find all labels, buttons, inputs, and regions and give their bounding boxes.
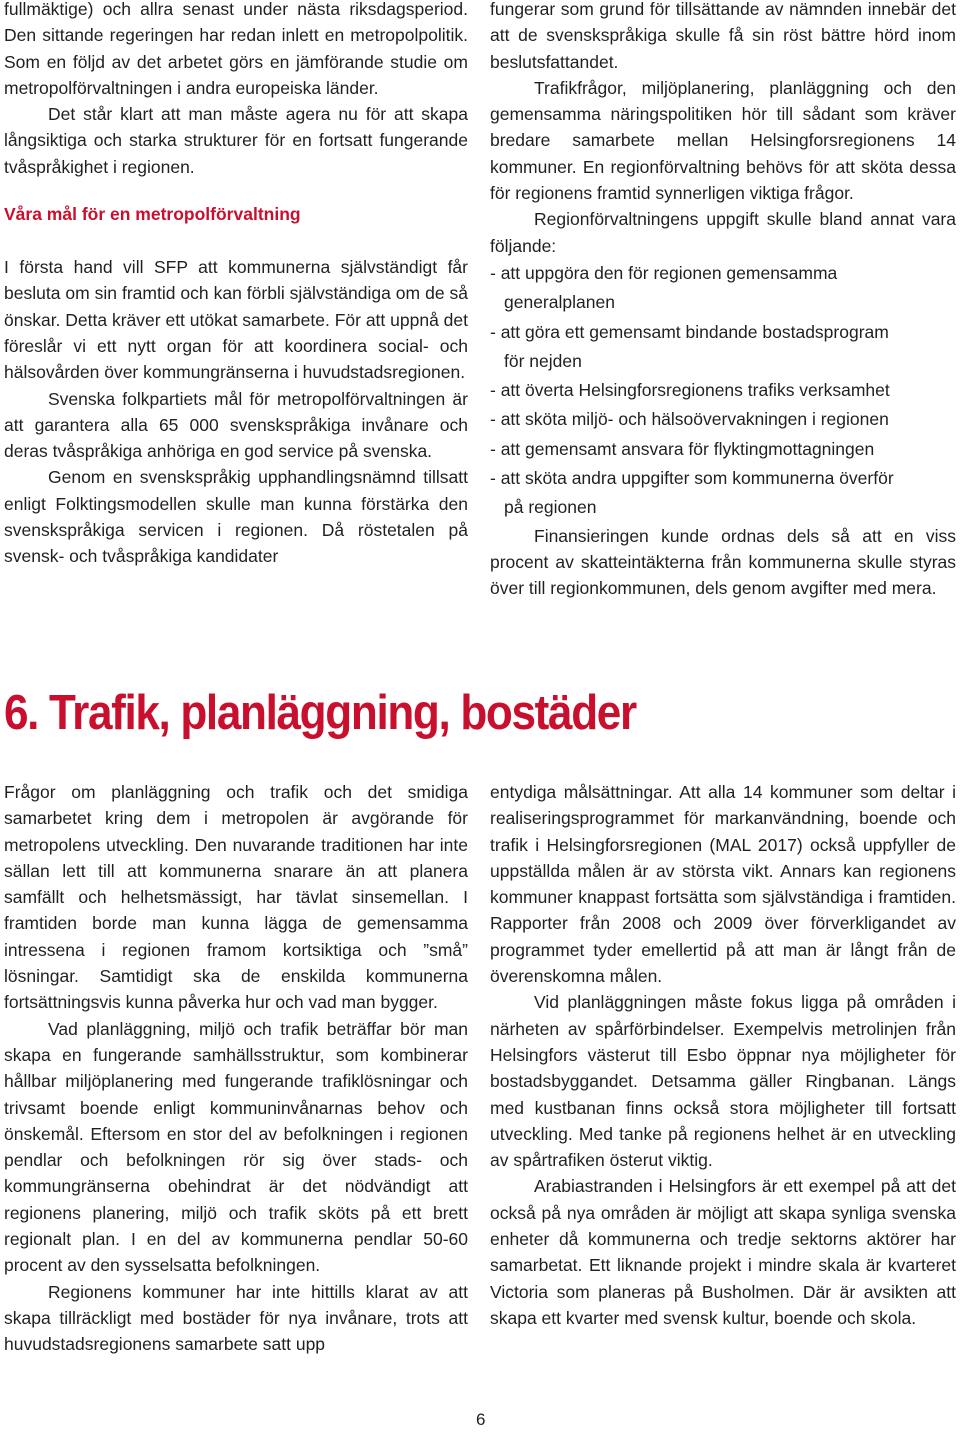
paragraph: Frågor om planläggning och trafik och det smidiga samarbetet kring dem i metropolen är avgörande för metropolens utveckling. Den nuvarande traditionen har inte sällan lett till att kommunerna snarare än att planera samfällt och helhetsmässigt, har tävlat sinsemellan. I framtiden borde man kunna lägga de gemensamma intressena i regionen framom kortsiktiga och ”små” lösningar. Samtidigt ska de enskilda kommunerna fortsättningsvis kunna påverka hur och vad man bygger. bbox=[4, 782, 468, 1013]
paragraph: entydiga målsättningar. Att alla 14 kommuner som deltar i realiseringsprogrammet för markanvändning, boende och trafik i Helsingforsregionen (MAL 2017) också uppfyller de uppställda målen är av största vikt. Annars kan regionens kommuner knappast fortsätta som självständiga i framtiden. Rapporter från 2008 och 2009 över förverkligandet av programmet tyder emellertid på att man är långt från de överenskomna målen. bbox=[490, 782, 956, 987]
lower-right-column bbox=[490, 779, 956, 1331]
paragraph: fullmäktige) och allra senast under nästa riksdagsperiod. Den sittande regeringen har redan inlett en metropolpolitik. Som en följd av det arbetet görs en jämförande studie om metropolförvaltningen i andra europeiska länder. bbox=[4, 0, 468, 98]
paragraph: Trafikfrågor, miljöplanering, planläggning och den gemensamma näringspolitiken hör till sådant som kräver bredare samarbete mellan Helsingforsregionens 14 kommuner. En regionförvaltning behövs för att sköta dessa för regionens framtid synnerligen viktiga frågor. bbox=[490, 77, 956, 204]
paragraph: Vad planläggning, miljö och trafik beträffar bör man skapa en fungerande samhällsstruktur, som kombinerar hållbar miljöplanering med fungerande trafiklösningar och trivsamt boende enligt kommuninvånarnas behov och önskemål. Eftersom en stor del av befolkningen i regionen pendlar och befolkningen rör sig över stads- och kommungränserna obehindrat är det nödvändigt att regionens planering, miljö och trafik sköts på ett brett regionalt plan. I en del av kommunerna pendlar 50-60 procent av den sysselsatta befolkningen. bbox=[4, 1018, 468, 1276]
upper-left-column bbox=[4, 0, 468, 570]
list-item: - att överta Helsingforsregionens trafiks verksamhet bbox=[490, 380, 890, 401]
paragraph: Arabiastranden i Helsingfors är ett exempel på att det också på nya områden är möjligt att skapa synliga svenska enheter då kommunerna och tredje sektorns aktörer har samarbetat. Ett liknande projekt i mindre skala är kvarteret Victoria som planeras på Busholmen. Där är avsikten att skapa ett kvarter med svensk kultur, boende och skola. bbox=[490, 1176, 956, 1328]
list-item: - att göra ett gemensamt bindande bostadsprogram för nejden bbox=[490, 321, 889, 371]
paragraph: Genom en svenskspråkig upphandlingsnämnd tillsatt enligt Folktingsmodellen skulle man kunna förstärka den svenskspråkiga servicen i regionen. Då röstetalen på svensk- och tvåspråkiga kandidater bbox=[4, 467, 468, 567]
paragraph: Svenska folkpartiets mål för metropolförvaltningen är att garantera alla 65 000 svenskspråkiga invånare och deras tvåspråkiga anhöriga en god service på svenska. bbox=[4, 388, 468, 462]
subheading: Våra mål för en metropolförvaltning bbox=[4, 204, 301, 225]
paragraph: Vid planläggningen måste fokus ligga på områden i närheten av spårförbindelser. Exempelvis metrolinjen från Helsingfors västerut till Esbo öppnar nya möjligheter för bostadsbyggandet. Detsamma gäller Ringbanan. Längs med kustbanan finns också stora möjligheter till fortsatt utveckling. Med tanke på regionens helhet är en utveckling av spårtrafiken österut viktig. bbox=[490, 992, 956, 1171]
paragraph: I första hand vill SFP att kommunerna självständigt får besluta om sin framtid och kan förbli självständiga om de så önskar. Detta kräver ett utökat samarbete. För att uppnå det föreslår vi ett nytt organ för att koordinera social- och hälsovården över kommungränserna i huvudstadsregionen. bbox=[4, 257, 468, 383]
list-item: - att sköta andra uppgifter som kommunerna överför på regionen bbox=[490, 468, 894, 518]
page-number: 6 bbox=[476, 1410, 486, 1429]
list-item: - att uppgöra den för regionen gemensamma generalplanen bbox=[490, 262, 838, 313]
paragraph: Regionens kommuner har inte hittills klarat av att skapa tillräckligt med bostäder för nya invånare, trots att huvudstadsregionens samarbete satt upp bbox=[4, 1281, 468, 1355]
paragraph: Det står klart att man måste agera nu för att skapa långsiktiga och starka strukturer för en fortsatt fungerande tvåspråkighet i regionen. bbox=[4, 104, 468, 177]
list-item: - att gemensamt ansvara för flyktingmottagningen bbox=[490, 438, 875, 459]
task-list bbox=[490, 259, 956, 523]
paragraph: Regionförvaltningens uppgift skulle bland annat vara följande: bbox=[490, 209, 956, 256]
list-item: - att sköta miljö- och hälsoövervakningen i regionen bbox=[490, 409, 889, 430]
lower-left-column bbox=[4, 779, 468, 1358]
paragraph: fungerar som grund för tillsättande av nämnden innebär det att de svenskspråkiga skulle få sin röst bättre hörd inom beslutsfattandet. bbox=[490, 0, 956, 72]
section-heading: 6. Trafik, planläggning, bostäder bbox=[4, 686, 636, 740]
upper-right-column bbox=[490, 0, 956, 602]
paragraph: Finansieringen kunde ordnas dels så att en viss procent av skatteintäkterna från kommunerna skulle styras över till regionkommunen, dels genom avgifter med mera. bbox=[490, 525, 956, 599]
